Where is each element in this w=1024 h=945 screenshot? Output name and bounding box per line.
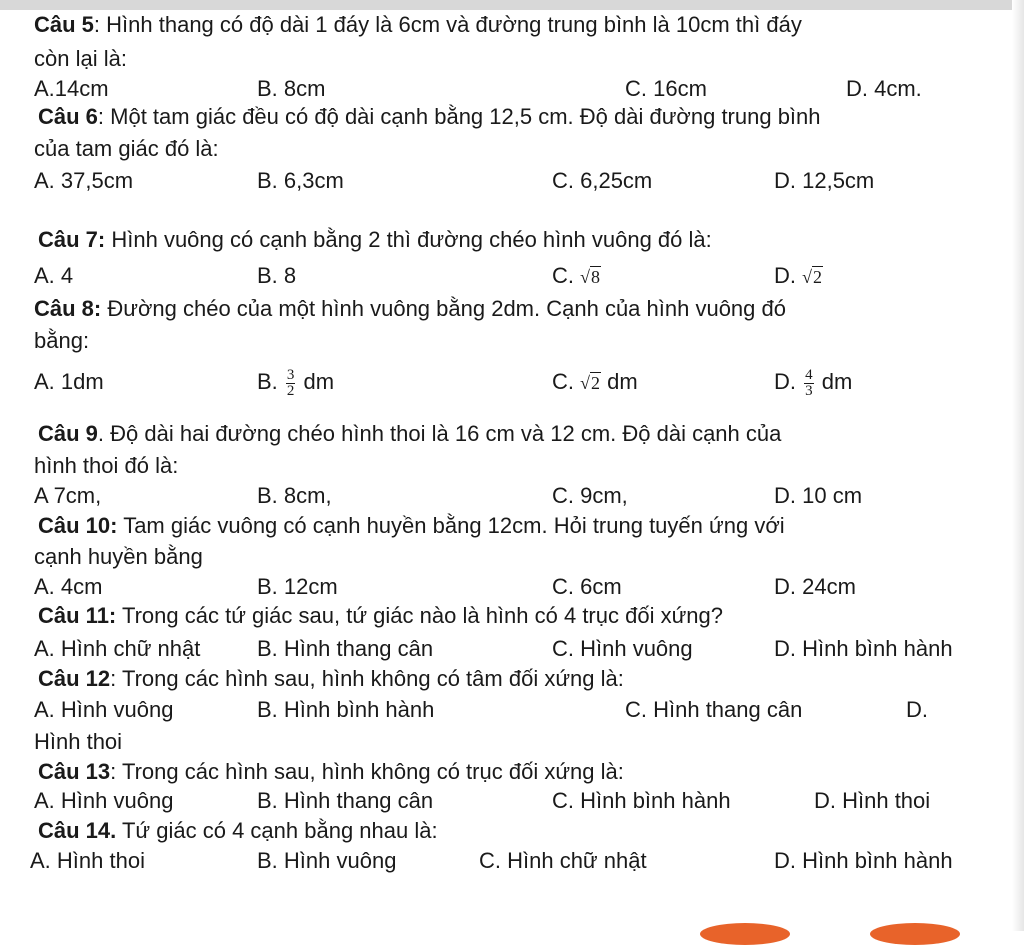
option-label: B. <box>257 369 278 394</box>
question-text: Tứ giác có 4 cạnh bằng nhau là: <box>116 818 438 843</box>
question-8 <box>34 296 786 322</box>
question-text: . Độ dài hai đường chéo hình thoi là 16 cm và 12 cm. Độ dài cạnh của <box>97 421 782 446</box>
option-c[interactable] <box>552 369 638 396</box>
top-cropped-line <box>0 0 1024 10</box>
numerator: 4 <box>805 366 813 383</box>
question-text: Hình vuông có cạnh bằng 2 thì đường chéo hình vuông đó là: <box>105 227 712 252</box>
question-text: Tam giác vuông có cạnh huyền bằng 12cm. Hỏi trung tuyến ứng với <box>117 513 785 538</box>
option-d[interactable]: D. 4cm. <box>846 76 922 101</box>
option-d[interactable]: D. 12,5cm <box>774 168 875 193</box>
question-number: Câu 14. <box>38 818 117 843</box>
option-d[interactable]: D. Hình thoi <box>814 788 931 813</box>
orange-decoration <box>700 923 790 945</box>
option-c[interactable]: C. 16cm <box>625 76 707 101</box>
option-c[interactable]: C. 9cm, <box>552 483 628 508</box>
question-text: : Hình thang có độ dài 1 đáy là 6cm và đường trung bình là 10cm thì đáy <box>93 12 802 37</box>
option-label: D. <box>774 263 796 288</box>
question-number: Câu 5 <box>34 12 94 37</box>
option-a[interactable]: A. 4cm <box>34 574 103 599</box>
option-d[interactable] <box>774 360 852 404</box>
option-c[interactable]: C. Hình vuông <box>552 636 693 661</box>
question-number: Câu 10: <box>38 513 118 538</box>
option-b[interactable] <box>257 360 334 404</box>
option-a[interactable]: A.14cm <box>34 76 109 101</box>
option-label: C. <box>552 263 574 288</box>
option-c[interactable]: C. 6cm <box>552 574 622 599</box>
denominator: 3 <box>805 382 813 399</box>
question-5 <box>34 12 802 38</box>
question-number: Câu 8: <box>34 296 102 321</box>
option-a[interactable]: A 7cm, <box>34 483 102 508</box>
question-text: : Một tam giác đều có độ dài cạnh bằng 12,5 cm. Độ dài đường trung bình <box>97 104 821 129</box>
option-b[interactable]: B. 8cm <box>257 76 326 101</box>
question-14 <box>38 818 438 844</box>
option-b[interactable]: B. Hình thang cân <box>257 788 434 813</box>
option-a[interactable]: A. 1dm <box>34 369 104 394</box>
question-13 <box>38 759 624 785</box>
option-b[interactable]: B. Hình bình hành <box>257 697 435 722</box>
fraction <box>286 368 296 399</box>
question-text: : Trong các hình sau, hình không có trục đối xứng là: <box>110 759 624 784</box>
option-a[interactable]: A. 4 <box>34 263 74 288</box>
option-a[interactable]: A. Hình thoi <box>30 848 145 873</box>
option-d[interactable]: D. 24cm <box>774 574 856 599</box>
numerator: 3 <box>286 366 295 383</box>
question-number: Câu 7: <box>38 227 106 252</box>
denominator: 2 <box>286 382 295 399</box>
question-text-cont: bằng: <box>34 328 90 353</box>
option-d[interactable] <box>774 263 823 290</box>
question-text-cont: cạnh huyền bằng <box>34 544 203 569</box>
option-d[interactable]: D. 10 cm <box>774 483 863 508</box>
option-a[interactable]: A. Hình chữ nhật <box>34 636 201 661</box>
question-9 <box>38 421 781 447</box>
option-d-text[interactable]: Hình thoi <box>34 729 123 754</box>
option-b[interactable]: B. 6,3cm <box>257 168 344 193</box>
option-b[interactable]: B. 8 <box>257 263 297 288</box>
question-text-cont: còn lại là: <box>34 46 127 71</box>
page-edge-shadow <box>1012 0 1024 931</box>
question-10 <box>38 513 785 539</box>
question-text: Đường chéo của một hình vuông bằng 2dm. Cạnh của hình vuông đó <box>101 296 786 321</box>
option-c[interactable]: C. 6,25cm <box>552 168 653 193</box>
option-d[interactable]: D. <box>906 697 928 722</box>
question-text-cont: hình thoi đó là: <box>34 453 179 478</box>
question-text: Trong các tứ giác sau, tứ giác nào là hình có 4 trục đối xứng? <box>116 603 724 628</box>
option-b[interactable]: B. Hình thang cân <box>257 636 434 661</box>
question-12 <box>38 666 624 692</box>
question-number: Câu 13 <box>38 759 111 784</box>
sqrt-expression: √2 <box>580 373 601 393</box>
question-number: Câu 6 <box>38 104 98 129</box>
option-a[interactable]: A. Hình vuông <box>34 697 174 722</box>
option-c[interactable] <box>552 263 601 290</box>
option-c[interactable]: C. Hình thang cân <box>625 697 803 722</box>
radicand: 2 <box>813 267 823 287</box>
orange-decoration <box>870 923 960 945</box>
question-text: : Trong các hình sau, hình không có tâm đối xứng là: <box>110 666 624 691</box>
unit: dm <box>303 369 335 394</box>
option-d[interactable]: D. Hình bình hành <box>774 848 953 873</box>
question-number: Câu 12 <box>38 666 111 691</box>
option-a[interactable]: A. 37,5cm <box>34 168 134 193</box>
radicand: 2 <box>591 373 601 393</box>
option-b[interactable]: B. 8cm, <box>257 483 332 508</box>
radicand: 8 <box>591 267 601 287</box>
option-c[interactable]: C. Hình chữ nhật <box>479 848 647 873</box>
sqrt-expression: √8 <box>580 267 601 287</box>
option-c[interactable]: C. Hình bình hành <box>552 788 731 813</box>
question-7 <box>38 227 712 253</box>
sqrt-expression: √2 <box>802 267 823 287</box>
option-label: D. <box>774 369 796 394</box>
option-d[interactable]: D. Hình bình hành <box>774 636 953 661</box>
question-text-cont: của tam giác đó là: <box>34 136 219 161</box>
option-label: C. <box>552 369 574 394</box>
unit: dm <box>607 369 638 394</box>
question-number: Câu 11: <box>38 603 117 628</box>
option-b[interactable]: B. 12cm <box>257 574 338 599</box>
fraction <box>804 368 814 399</box>
option-a[interactable]: A. Hình vuông <box>34 788 174 813</box>
question-6 <box>38 104 821 130</box>
question-11 <box>38 603 723 629</box>
question-number: Câu 9 <box>38 421 98 446</box>
unit: dm <box>821 369 853 394</box>
option-b[interactable]: B. Hình vuông <box>257 848 397 873</box>
